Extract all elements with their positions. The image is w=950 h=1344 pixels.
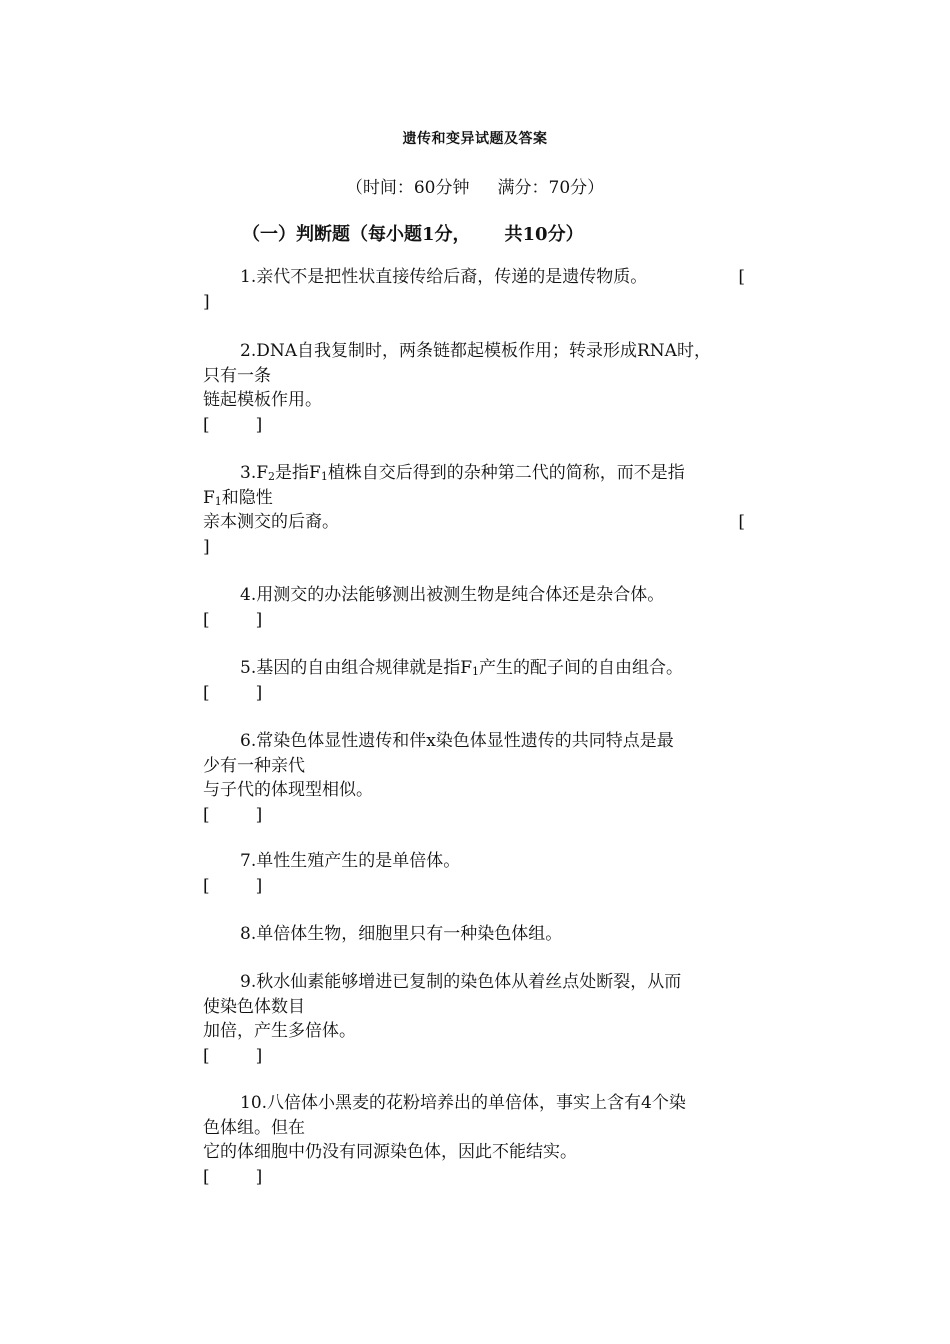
question-4 — [203, 583, 748, 632]
question-5 — [203, 656, 748, 705]
question-10-line-2: 色体组。但在 — [203, 1117, 305, 1138]
question-3-line-2: $F_1$和隐性 — [203, 487, 273, 508]
question-9-line-1: 9.秋水仙素能够增进已复制的染色体从着丝点处断裂，从而 — [240, 972, 682, 992]
question-6-line-3: 与子代的体现型相似。 — [203, 780, 373, 800]
question-2-line-1: 2.DNA自我复制时，两条链都起模板作用；转录形成RNA时， — [240, 341, 711, 361]
question-4-text: 4.用测交的办法能够测出被测生物是纯合体还是杂合体。 — [240, 585, 665, 605]
question-1 — [203, 265, 748, 314]
question-9 — [203, 970, 748, 1068]
answer-bracket: [ ] — [203, 414, 263, 435]
answer-bracket-open: [ — [738, 267, 745, 287]
answer-bracket: [ ] — [203, 1045, 263, 1066]
answer-bracket: [ ] — [203, 1166, 263, 1187]
answer-bracket: [ ] — [203, 804, 263, 825]
answer-bracket-close: ] — [203, 536, 210, 557]
question-9-line-2: 使染色体数目 — [203, 996, 305, 1017]
question-10-line-3: 它的体细胞中仍没有同源染色体，因此不能结实。 — [203, 1142, 577, 1162]
question-7 — [203, 849, 748, 898]
answer-bracket: [ ] — [203, 875, 263, 896]
question-6-line-1: 6.常染色体显性遗传和伴x染色体显性遗传的共同特点是最 — [240, 731, 674, 751]
section-heading — [242, 220, 584, 246]
question-2-line-2: 只有一条 — [203, 365, 271, 386]
question-3 — [203, 461, 748, 559]
question-9-line-3: 加倍，产生多倍体。 — [203, 1021, 356, 1041]
exam-time: （时间：60分钟 — [345, 178, 470, 198]
exam-info — [0, 173, 950, 198]
answer-bracket: [ ] — [203, 682, 263, 703]
section-heading-part-2: 共10分） — [504, 224, 584, 245]
question-3-line-1: $3.F_2$是指$F_1$植株自交后得到的杂种第二代的简称，而不是指 — [240, 463, 685, 483]
question-8-text: 8.单倍体生物，细胞里只有一种染色体组。 — [240, 924, 563, 944]
question-6-line-2: 少有一种亲代 — [203, 755, 305, 776]
exam-score: 满分：70分） — [497, 178, 605, 198]
question-10 — [203, 1091, 748, 1189]
question-6 — [203, 729, 748, 827]
question-10-line-1: 10.八倍体小黑麦的花粉培养出的单倍体，事实上含有4个染 — [240, 1093, 686, 1113]
question-2 — [203, 339, 748, 437]
question-5-text: 5.基因的自由组合规律就是指$F_1$产生的配子间的自由组合。 — [240, 658, 684, 678]
answer-bracket-open: [ — [738, 512, 745, 532]
answer-bracket-close: ] — [203, 291, 210, 312]
question-8 — [203, 922, 748, 947]
question-3-line-3: 亲本测交的后裔。 — [203, 512, 339, 532]
question-7-text: 7.单性生殖产生的是单倍体。 — [240, 851, 461, 871]
document-title: 遗传和变异试题及答案 — [402, 131, 548, 147]
question-1-text: 1.亲代不是把性状直接传给后裔，传递的是遗传物质。 — [240, 267, 648, 287]
section-heading-part-1: （一）判断题（每小题1分， — [242, 224, 471, 245]
question-2-line-3: 链起模板作用。 — [203, 390, 322, 410]
answer-bracket: [ ] — [203, 609, 263, 630]
